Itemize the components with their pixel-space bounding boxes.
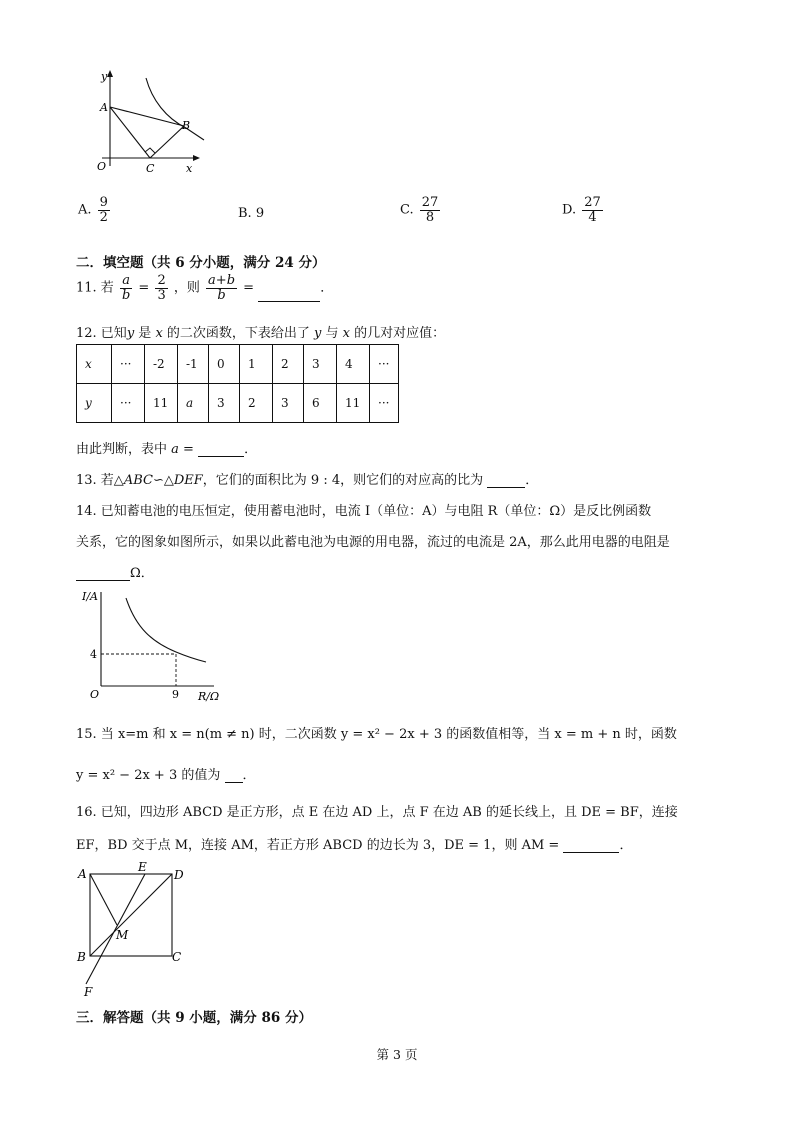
label-B: B — [182, 119, 191, 132]
q13-prefix: 13. 若△ — [76, 473, 124, 488]
option-c — [400, 196, 442, 224]
frac-den: 2 — [99, 209, 108, 225]
table-cell: ··· — [112, 345, 145, 384]
option-d-fraction — [582, 196, 603, 224]
table-cell: y — [77, 384, 112, 423]
segment-AC — [110, 107, 150, 158]
table-cell: ··· — [370, 384, 399, 423]
q13-answer-blank[interactable] — [487, 487, 525, 488]
table-cell: 2 — [273, 345, 304, 384]
table-cell: 4 — [337, 345, 370, 384]
segment-CB — [150, 126, 184, 158]
frac-num: 27 — [584, 195, 601, 210]
label-D: D — [174, 868, 184, 882]
label-x: x — [186, 162, 193, 175]
segment-am — [90, 874, 117, 925]
var-y: y — [126, 326, 135, 341]
var-x: x — [342, 326, 351, 341]
q16-line2: EF，BD 交于点 M，连接 AM，若正方形 ABCD 的边长为 3，DE = 1，则 AM = ． — [76, 838, 633, 853]
x-axis-label: R/Ω — [198, 690, 220, 703]
label-A: A — [78, 867, 87, 881]
q16-line1: 16. 已知，四边形 ABCD 是正方形，点 E 在边 AD 上，点 F 在边 AB 的延长线上，且 DE = BF，连接 — [76, 805, 678, 820]
diagonal-bd — [90, 874, 172, 956]
inverse-curve — [126, 598, 206, 662]
label-y: y — [101, 70, 108, 83]
segment-AB — [110, 107, 184, 126]
frac-num: a — [122, 273, 130, 288]
q12-answer-blank[interactable] — [198, 456, 244, 457]
q11-frac-ab — [120, 274, 132, 302]
q12-conclusion: 由此判断，表中 a = ． — [76, 442, 258, 457]
q11-answer-blank[interactable] — [258, 301, 320, 302]
option-a — [78, 196, 112, 224]
frac-num: 9 — [99, 195, 108, 210]
option-a-label: A. — [78, 202, 92, 218]
table-cell: 3 — [304, 345, 337, 384]
frac-den: 4 — [588, 209, 597, 225]
q11-mid: ，则 — [173, 280, 200, 296]
q12-prefix: 12. 已知 — [76, 326, 127, 341]
q13-sim: ∽△ — [152, 473, 174, 488]
frac-den: b — [217, 287, 226, 303]
q11-frac-apb — [206, 274, 237, 302]
option-a-fraction — [98, 196, 110, 224]
y-axis-label: I/A — [82, 590, 98, 603]
table-cell: 6 — [304, 384, 337, 423]
frac-num: a+b — [208, 273, 236, 288]
frac-den: 3 — [157, 287, 166, 303]
label-O: O — [97, 160, 107, 173]
table-cell: 3 — [209, 384, 240, 423]
var-x: x — [155, 326, 163, 341]
q14-answer-blank[interactable] — [76, 580, 130, 581]
q12-t3: 与 — [321, 326, 343, 341]
var-y: y — [314, 326, 322, 341]
right-angle-mark — [145, 148, 155, 153]
q16-line2-text: EF，BD 交于点 M，连接 AM，若正方形 ABCD 的边长为 3，DE = 1，则 AM = — [76, 838, 560, 853]
section3-heading: 三．解答题（共 9 小题，满分 86 分） — [76, 1010, 312, 1026]
frac-den: b — [121, 287, 131, 303]
label-E: E — [138, 860, 147, 874]
table-cell: 0 — [209, 345, 240, 384]
option-c-fraction — [420, 196, 441, 224]
table-cell: -2 — [145, 345, 178, 384]
q12-t2: 的二次函数，下表给出了 — [162, 326, 315, 341]
table-cell: ··· — [112, 384, 145, 423]
label-C: C — [146, 162, 155, 175]
q15-line2-text: y = x² − 2x + 3 的值为 — [76, 768, 221, 783]
section2-heading: 二．填空题（共 6 分小题，满分 24 分） — [76, 255, 326, 271]
q16-answer-blank[interactable] — [563, 852, 619, 853]
table-cell: ··· — [370, 345, 399, 384]
q13-suffix: ，它们的面积比为 9 : 4，则它们的对应高的比为 — [202, 473, 484, 488]
frac-num: 2 — [157, 273, 166, 288]
option-d — [562, 196, 605, 224]
option-d-label: D. — [562, 202, 577, 218]
x-axis-arrow — [193, 155, 200, 161]
q14-unit: Ω． — [130, 566, 154, 581]
x-tick-9: 9 — [172, 688, 179, 701]
table-cell: 11 — [337, 384, 370, 423]
table-cell: 1 — [240, 345, 273, 384]
table-cell: -1 — [178, 345, 209, 384]
y-axis-arrow — [107, 70, 113, 77]
q14-line1: 14. 已知蓄电池的电压恒定，使用蓄电池时，电流 I（单位：A）与电阻 R（单位：Ω）是反比例函数 — [76, 504, 652, 519]
table-cell: 3 — [273, 384, 304, 423]
q13-abc: ABC — [123, 473, 153, 488]
q11-eq: = — [243, 280, 255, 296]
origin-label: O — [90, 688, 100, 701]
q12-conclusion-text: 由此判断，表中 — [76, 442, 168, 457]
page-footer: 第 3 页 — [376, 1047, 418, 1062]
label-M: M — [116, 928, 129, 942]
q12-text — [76, 322, 445, 341]
table-cell: a — [178, 384, 209, 423]
q11-frac-23 — [155, 274, 167, 302]
q15-line1: 15. 当 x=m 和 x = n(m ≠ n) 时，二次函数 y = x² − 2x + 3 的函数值相等，当 x = m + n 时，函数 — [76, 727, 677, 742]
q15-answer-blank[interactable] — [225, 782, 243, 783]
frac-num: 27 — [421, 195, 439, 210]
q15-line2: y = x² − 2x + 3 的值为 ． — [76, 768, 256, 783]
frac-den: 8 — [425, 209, 435, 225]
q10-options — [78, 196, 718, 236]
hyperbola-curve — [146, 78, 204, 140]
square-abcd-figure — [72, 860, 202, 1000]
q13: 13. 若△ABC∽△DEF，它们的面积比为 9 : 4，则它们的对应高的比为 ． — [76, 473, 539, 488]
q12-t4: 的几对对应值： — [350, 326, 446, 341]
q12-t1: 是 — [134, 326, 156, 341]
label-C: C — [172, 950, 182, 964]
option-c-label: C. — [400, 202, 414, 218]
label-A: A — [100, 101, 108, 114]
q12-value-table — [76, 344, 399, 423]
hyperbola-triangle-figure — [88, 66, 218, 178]
table-cell: 11 — [145, 384, 178, 423]
q12-a-eq: a = — [171, 442, 194, 457]
q13-def: DEF — [173, 473, 203, 488]
current-resistance-graph — [82, 586, 236, 706]
label-B: B — [77, 950, 86, 964]
q14-line2: 关系，它的图象如图所示，如果以此蓄电池为电源的用电器，流过的电流是 2A，那么此用电器的电阻是 — [76, 535, 670, 550]
option-b: B. 9 — [238, 206, 265, 221]
q14-line3 — [76, 562, 154, 581]
q11-prefix: 11. 若 — [76, 280, 114, 296]
table-row-y — [77, 384, 399, 423]
table-cell: x — [77, 345, 112, 384]
y-tick-4: 4 — [90, 648, 97, 661]
table-cell: 2 — [240, 384, 273, 423]
label-F: F — [84, 985, 93, 999]
table-row-x — [77, 345, 399, 384]
q11: 11. 若 $\frac{a}{b}$ = $\frac{2}{3}$ ，则 $\frac{a+b}{b}$ = ． — [76, 273, 334, 303]
